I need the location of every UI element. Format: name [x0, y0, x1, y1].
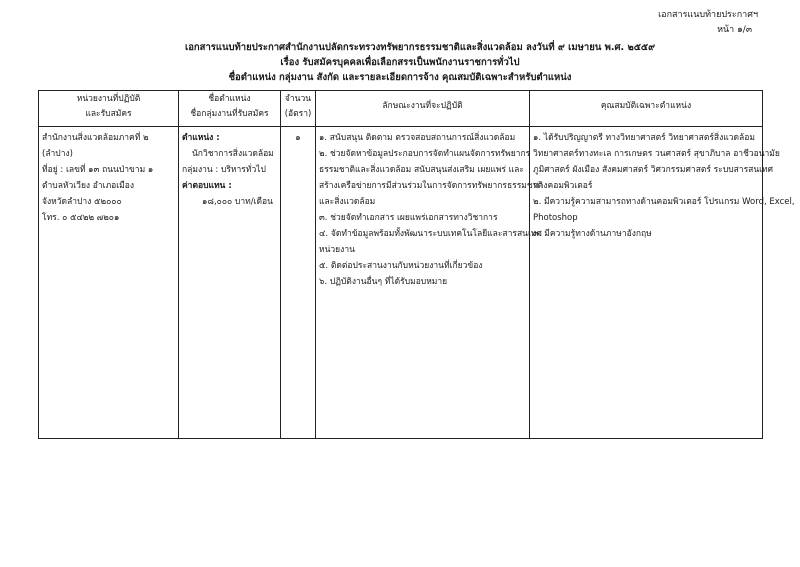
pay-label: ค่าตอบแทน : [182, 181, 232, 191]
duty-line: ๔. จัดทำข้อมูลพร้อมทั้งพัฒนาระบบเทคโนโลยีและสารสนเทศ [319, 229, 542, 239]
duty-line: ๕. ติดต่อประสานงานกับหน่วยงานที่เกี่ยวข้อง [319, 261, 483, 271]
title-line-1: เอกสารแนบท้ายประกาศสำนักงานปลัดกระทรวงทรัพยากรธรรมชาติและสิ่งแวดล้อม ลงวันที่ ๙ เมษายน พ.ศ. ๒๕๕๙ [184, 42, 656, 53]
agency-province: (ลำปาง) [42, 149, 73, 159]
qualification-line: ทางคอมพิวเตอร์ [533, 181, 593, 191]
duty-line: สร้างเครือข่ายการมีส่วนร่วมในการจัดการทรัพยากรธรรมชาติ [319, 181, 543, 191]
header-duties [316, 91, 530, 127]
qualification-line: วิทยาศาสตร์ทางทะเล การเกษตร วนศาสตร์ สุขาภิบาล อาชีวอนามัย [533, 149, 780, 159]
agency-address-1: ที่อยู่ : เลขที่ ๑๓ ถนนป่าขาม ๑ [42, 165, 154, 175]
duty-line: หน่วยงาน [319, 245, 355, 255]
header-count-line1: จำนวน [284, 94, 312, 104]
header-qualifications [530, 91, 763, 127]
header-position-line2: ชื่อกลุ่มงานที่รับสมัคร [190, 109, 269, 119]
qualification-line: ๒. มีความรู้ความสามารถทางด้านคอมพิวเตอร์ โปรแกรม Word, Excel, [533, 197, 795, 207]
header-agency [39, 91, 179, 127]
duty-line: ๓. ช่วยจัดทำเอกสาร เผยแพร่เอกสารทางวิชาการ [319, 213, 498, 223]
count-cell [281, 127, 316, 439]
qualification-line: Photoshop [533, 213, 578, 223]
position-table [38, 90, 795, 439]
header-agency-line2: และรับสมัคร [85, 109, 132, 119]
agency-name: สำนักงานสิ่งแวดล้อมภาคที่ ๒ [42, 133, 149, 143]
agency-phone: โทร. ๐ ๕๔๒๒ ๗๒๐๑ [42, 213, 120, 223]
qualification-line: ภูมิศาสตร์ ผังเมือง สังคมศาสตร์ วิศวกรรมศาสตร์ ระบบสารสนเทศ [533, 165, 774, 175]
header-qualifications-line1: คุณสมบัติเฉพาะตำแหน่ง [600, 101, 692, 111]
position-count: ๑ [295, 133, 301, 143]
position-label: ตำแหน่ง : [182, 133, 220, 143]
header-position-line1: ชื่อตำแหน่ง [208, 94, 251, 104]
page-number: หน้า ๑/๓ [717, 25, 752, 35]
qualification-line: ๓. มีความรู้ทางด้านภาษาอังกฤษ [533, 229, 652, 239]
agency-address-2: ตำบลหัวเวียง อำเภอเมือง [42, 181, 135, 191]
duties-cell [316, 127, 543, 439]
header-count-line2: (อัตรา) [284, 109, 312, 119]
pay-amount: ๑๘,๐๐๐ บาท/เดือน [202, 197, 273, 207]
document-titles [0, 40, 800, 85]
agency-cell [39, 127, 179, 439]
agency-address-3: จังหวัดลำปาง ๕๒๐๐๐ [42, 197, 122, 207]
header-duties-line1: ลักษณะงานที่จะปฏิบัติ [382, 101, 463, 111]
header-position [179, 91, 281, 127]
attachment-label: เอกสารแนบท้ายประกาศฯ [658, 10, 758, 20]
qualifications-cell [530, 127, 795, 439]
position-cell [179, 127, 281, 439]
position-group: กลุ่มงาน : บริหารทั่วไป [182, 165, 266, 175]
title-line-3: ชื่อตำแหน่ง กลุ่มงาน สังกัด และรายละเอียดการจ้าง คุณสมบัติเฉพาะสำหรับตำแหน่ง [228, 72, 572, 83]
duty-line: ๒. ช่วยจัดหาข้อมูลประกอบการจัดทำแผนจัดการทรัพยากร [319, 149, 531, 159]
attachment-header [658, 8, 758, 38]
position-title: นักวิชาการสิ่งแวดล้อม [192, 149, 274, 159]
duty-line: และสิ่งแวดล้อม [319, 197, 376, 207]
duty-line: ธรรมชาติและสิ่งแวดล้อม สนับสนุนส่งเสริม เผยแพร่ และ [319, 165, 524, 175]
duty-line: ๖. ปฏิบัติงานอื่นๆ ที่ได้รับมอบหมาย [319, 277, 448, 287]
header-agency-line1: หน่วยงานที่ปฏิบัติ [76, 94, 141, 104]
table-row [39, 127, 763, 439]
title-line-2: เรื่อง รับสมัครบุคคลเพื่อเลือกสรรเป็นพนักงานราชการทั่วไป [280, 57, 520, 68]
duty-line: ๑. สนับสนุน ติดตาม ตรวจสอบสถานการณ์สิ่งแวดล้อม [319, 133, 516, 143]
qualification-line: ๑. ได้รับปริญญาตรี ทางวิทยาศาสตร์ วิทยาศาสตร์สิ่งแวดล้อม [533, 133, 755, 143]
table-header-row [39, 91, 763, 127]
header-count [281, 91, 316, 127]
